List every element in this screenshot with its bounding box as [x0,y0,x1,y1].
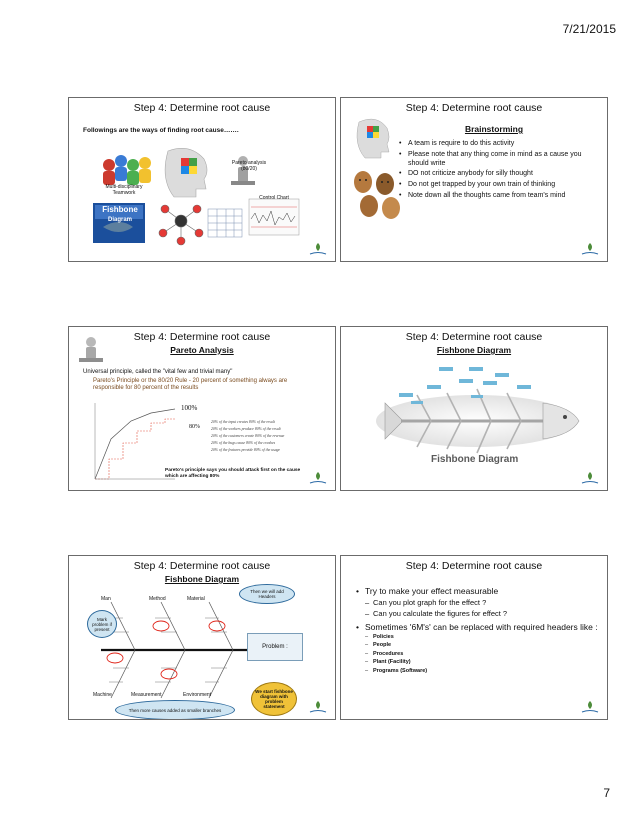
control-chart-icon [249,199,299,235]
company-logo-icon [579,241,601,257]
bullet-item: • DO not criticize anybody for silly thought [408,170,595,179]
effect-item: 20% of the workers produce 80% of the result [211,427,281,431]
slide-title: Step 4: Determine root cause [133,560,271,572]
slide-title: Step 4: Determine root cause [405,560,543,572]
fishbone-image-caption: Fishbone Diagram [431,454,519,465]
slide-3 [68,326,336,491]
cause-label-top: Man [101,596,111,602]
page-number: 7 [603,786,610,800]
slide-6-content [355,586,599,678]
slide-title: Step 4: Determine root cause [405,331,543,343]
callout-branches: Then more causes added as smaller branches [115,700,235,720]
callout-mark-problem: Mark problem if present [87,610,117,638]
callout-start: We start fishbone diagram with problem statement [251,682,297,716]
slide-subtitle: Brainstorming [464,124,524,134]
team-caption: Multi-disciplinary Teamwork [105,184,143,196]
bullet-item: • Do not get trapped by your own train of thinking [408,181,595,190]
company-logo-icon [307,470,329,486]
effect-item: 20% of the customers create 80% of the revenue [211,434,285,438]
sub-bullet: – Can you plot graph for the effect ? [365,597,599,608]
bullet-item [365,622,599,675]
puzzle-head-icon [165,148,207,197]
bullet-item: • Note down all the thoughts came from team's mind [408,192,595,201]
bullet-item [365,586,599,619]
slide-title: Step 4: Determine root cause [133,331,271,343]
slide-title: Step 4: Determine root cause [405,102,543,114]
company-logo-icon [579,470,601,486]
bullet-item: • A team is require to do this activity [408,140,595,149]
pareto-intro: Universal principle, called the "vital few and trivial many" [83,369,233,375]
team-people-icon [103,155,151,185]
effect-item: 20% of the input creates 80% of the result [211,420,275,424]
company-logo-icon [307,699,329,715]
sub-bullet: – Policies [365,633,599,641]
company-logo-icon [307,241,329,257]
slide-title: Step 4: Determine root cause [133,102,271,114]
slide-6 [340,555,608,720]
problem-box: Problem : [247,633,303,661]
pareto-note: Pareto's principle says you should attack first on the cause which are affecting 80% [165,468,301,479]
slide-1 [68,97,336,262]
fishbone-tile-line1: Fishbone [102,205,138,214]
slide-subtitle: Pareto Analysis [170,345,234,355]
cause-label-top: Method [149,596,166,602]
slide-subtitle: Fishbone Diagram [436,345,512,355]
sub-bullet: – Procedures [365,650,599,658]
pareto-effects-list [211,419,331,454]
callout-headers: Then we will add Headers [239,584,295,604]
sub-bullet: – Plant (Facility) [365,658,599,666]
slide-5 [68,555,336,720]
slide-2 [340,97,608,262]
slide-intro: Followings are the ways of finding root cause……. [83,127,239,134]
sub-bullet: – Can you calculate the figures for effect ? [365,608,599,619]
page-date: 7/21/2015 [562,22,616,36]
chart-label-100: 100% [181,404,198,412]
effect-item: 20% of the features provide 80% of the usage [211,448,281,452]
cause-label-bottom: Environment [183,692,212,698]
emotion-faces-icon [351,168,403,220]
brainstorm-head-icon [353,116,393,160]
fishbone-tile-label [96,205,144,225]
slide-subtitle: Fishbone Diagram [164,574,240,584]
control-chart-caption: Control Chart [259,195,289,201]
chart-label-80: 80% [189,424,200,430]
pareto-figure-icon [75,335,107,365]
pareto-caption: Pareto analysis (80/20) [231,160,267,172]
pareto-bullet: Pareto's Principle or the 80/20 Rule - 20 percent of something always are responsible for 80 percent of the results [93,378,288,391]
cause-label-top: Material [187,596,205,602]
checksheet-grid-icon [208,209,242,237]
cause-label-bottom: Machine [93,692,112,698]
company-logo-icon [579,699,601,715]
bullet-text: • Try to make your effect measurable [365,586,499,596]
network-diagram-icon [159,205,203,245]
sub-bullet: – Programs (Software) [365,667,599,675]
sub-bullet: – People [365,641,599,649]
bullet-text: • Sometimes '6M's' can be replaced with required headers like : [365,622,598,632]
cause-label-bottom: Measurement [131,692,162,698]
bullet-item: • Please note that any thing come in mind as a cause you should write [408,151,595,169]
brainstorm-bullets [397,140,595,203]
effect-item: 20% of the bugs cause 80% of the crashes [211,441,276,445]
fishbone-tile-line2: Diagram [107,217,132,223]
slide-4 [340,326,608,491]
